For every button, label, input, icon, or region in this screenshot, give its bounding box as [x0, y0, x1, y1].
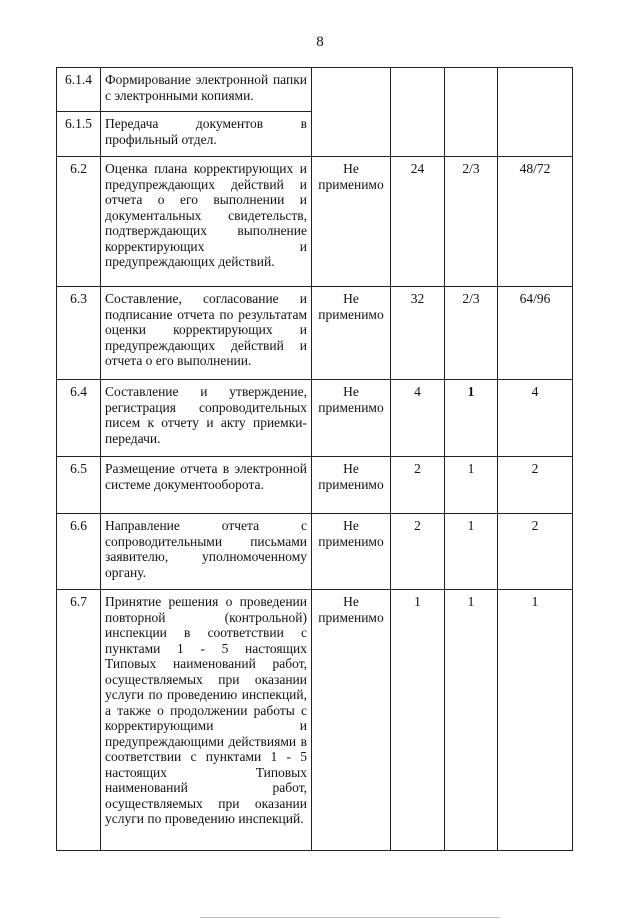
row-applicability: Не применимо — [312, 380, 391, 457]
row-value-3 — [498, 68, 573, 157]
row-number: 6.1.4 — [57, 68, 101, 112]
row-applicability: Не применимо — [312, 287, 391, 380]
row-number: 6.2 — [57, 157, 101, 287]
row-value-2 — [445, 68, 498, 157]
row-number: 6.1.5 — [57, 112, 101, 157]
row-value-2: 2/3 — [445, 157, 498, 287]
row-value-3: 4 — [498, 380, 573, 457]
page-number: 8 — [316, 34, 324, 50]
row-value-2: 1 — [445, 380, 498, 457]
row-value-1: 24 — [391, 157, 445, 287]
row-description: Принятие решения о проведении повторной (контрольной) инспекции в соответствии с пунктами 1 - 5 настоящих Типовых наименований работ, осуществляемых при оказании услуги по проведению инспекций, а также о продолжении работы с корректирующими и предупреждающими действиями в соответствии с пунктами 1 - 5 настоящих Типовых наименований работ, осуществляемых при оказании услуги по проведению инспекций. — [101, 590, 312, 851]
row-description: Оценка плана корректирующих и предупреждающих действий и отчета о его выполнении и документальных свидетельств, подтверждающих выполнение корректирующих и предупреждающих действий. — [101, 157, 312, 287]
row-applicability: Не применимо — [312, 514, 391, 590]
table-row — [57, 457, 573, 514]
table-row — [57, 380, 573, 457]
row-applicability: Не применимо — [312, 457, 391, 514]
row-value-2: 1 — [445, 590, 498, 851]
row-value-3: 2 — [498, 457, 573, 514]
table-row — [57, 287, 573, 380]
row-number: 6.5 — [57, 457, 101, 514]
row-description: Составление, согласование и подписание отчета по результатам оценки корректирующих и предупреждающих действий и отчета о его выполнении. — [101, 287, 312, 380]
row-applicability: Не применимо — [312, 157, 391, 287]
row-value-1: 2 — [391, 514, 445, 590]
row-description: Формирование электронной папки с электронными копиями. — [101, 68, 312, 112]
row-value-2: 1 — [445, 457, 498, 514]
row-value-3: 64/96 — [498, 287, 573, 380]
row-description: Составление и утверждение, регистрация сопроводительных писем к отчету и акту приемки-передачи. — [101, 380, 312, 457]
row-value-3: 2 — [498, 514, 573, 590]
row-value-1: 1 — [391, 590, 445, 851]
row-value-1 — [391, 68, 445, 157]
table-row — [57, 157, 573, 287]
row-description: Передача документов в профильный отдел. — [101, 112, 312, 157]
row-number: 6.6 — [57, 514, 101, 590]
row-value-1: 4 — [391, 380, 445, 457]
row-number: 6.3 — [57, 287, 101, 380]
row-applicability — [312, 68, 391, 157]
row-value-1: 2 — [391, 457, 445, 514]
row-number: 6.4 — [57, 380, 101, 457]
table-row — [57, 590, 573, 851]
row-applicability: Не применимо — [312, 590, 391, 851]
row-value-3: 48/72 — [498, 157, 573, 287]
page-bottom-line — [200, 917, 500, 918]
works-table — [56, 67, 573, 851]
row-number: 6.7 — [57, 590, 101, 851]
row-value-1: 32 — [391, 287, 445, 380]
table-row — [57, 68, 573, 112]
row-value-2: 2/3 — [445, 287, 498, 380]
table-row — [57, 514, 573, 590]
row-value-2: 1 — [445, 514, 498, 590]
row-description: Направление отчета с сопроводительными письмами заявителю, уполномоченному органу. — [101, 514, 312, 590]
row-value-3: 1 — [498, 590, 573, 851]
row-description: Размещение отчета в электронной системе документооборота. — [101, 457, 312, 514]
